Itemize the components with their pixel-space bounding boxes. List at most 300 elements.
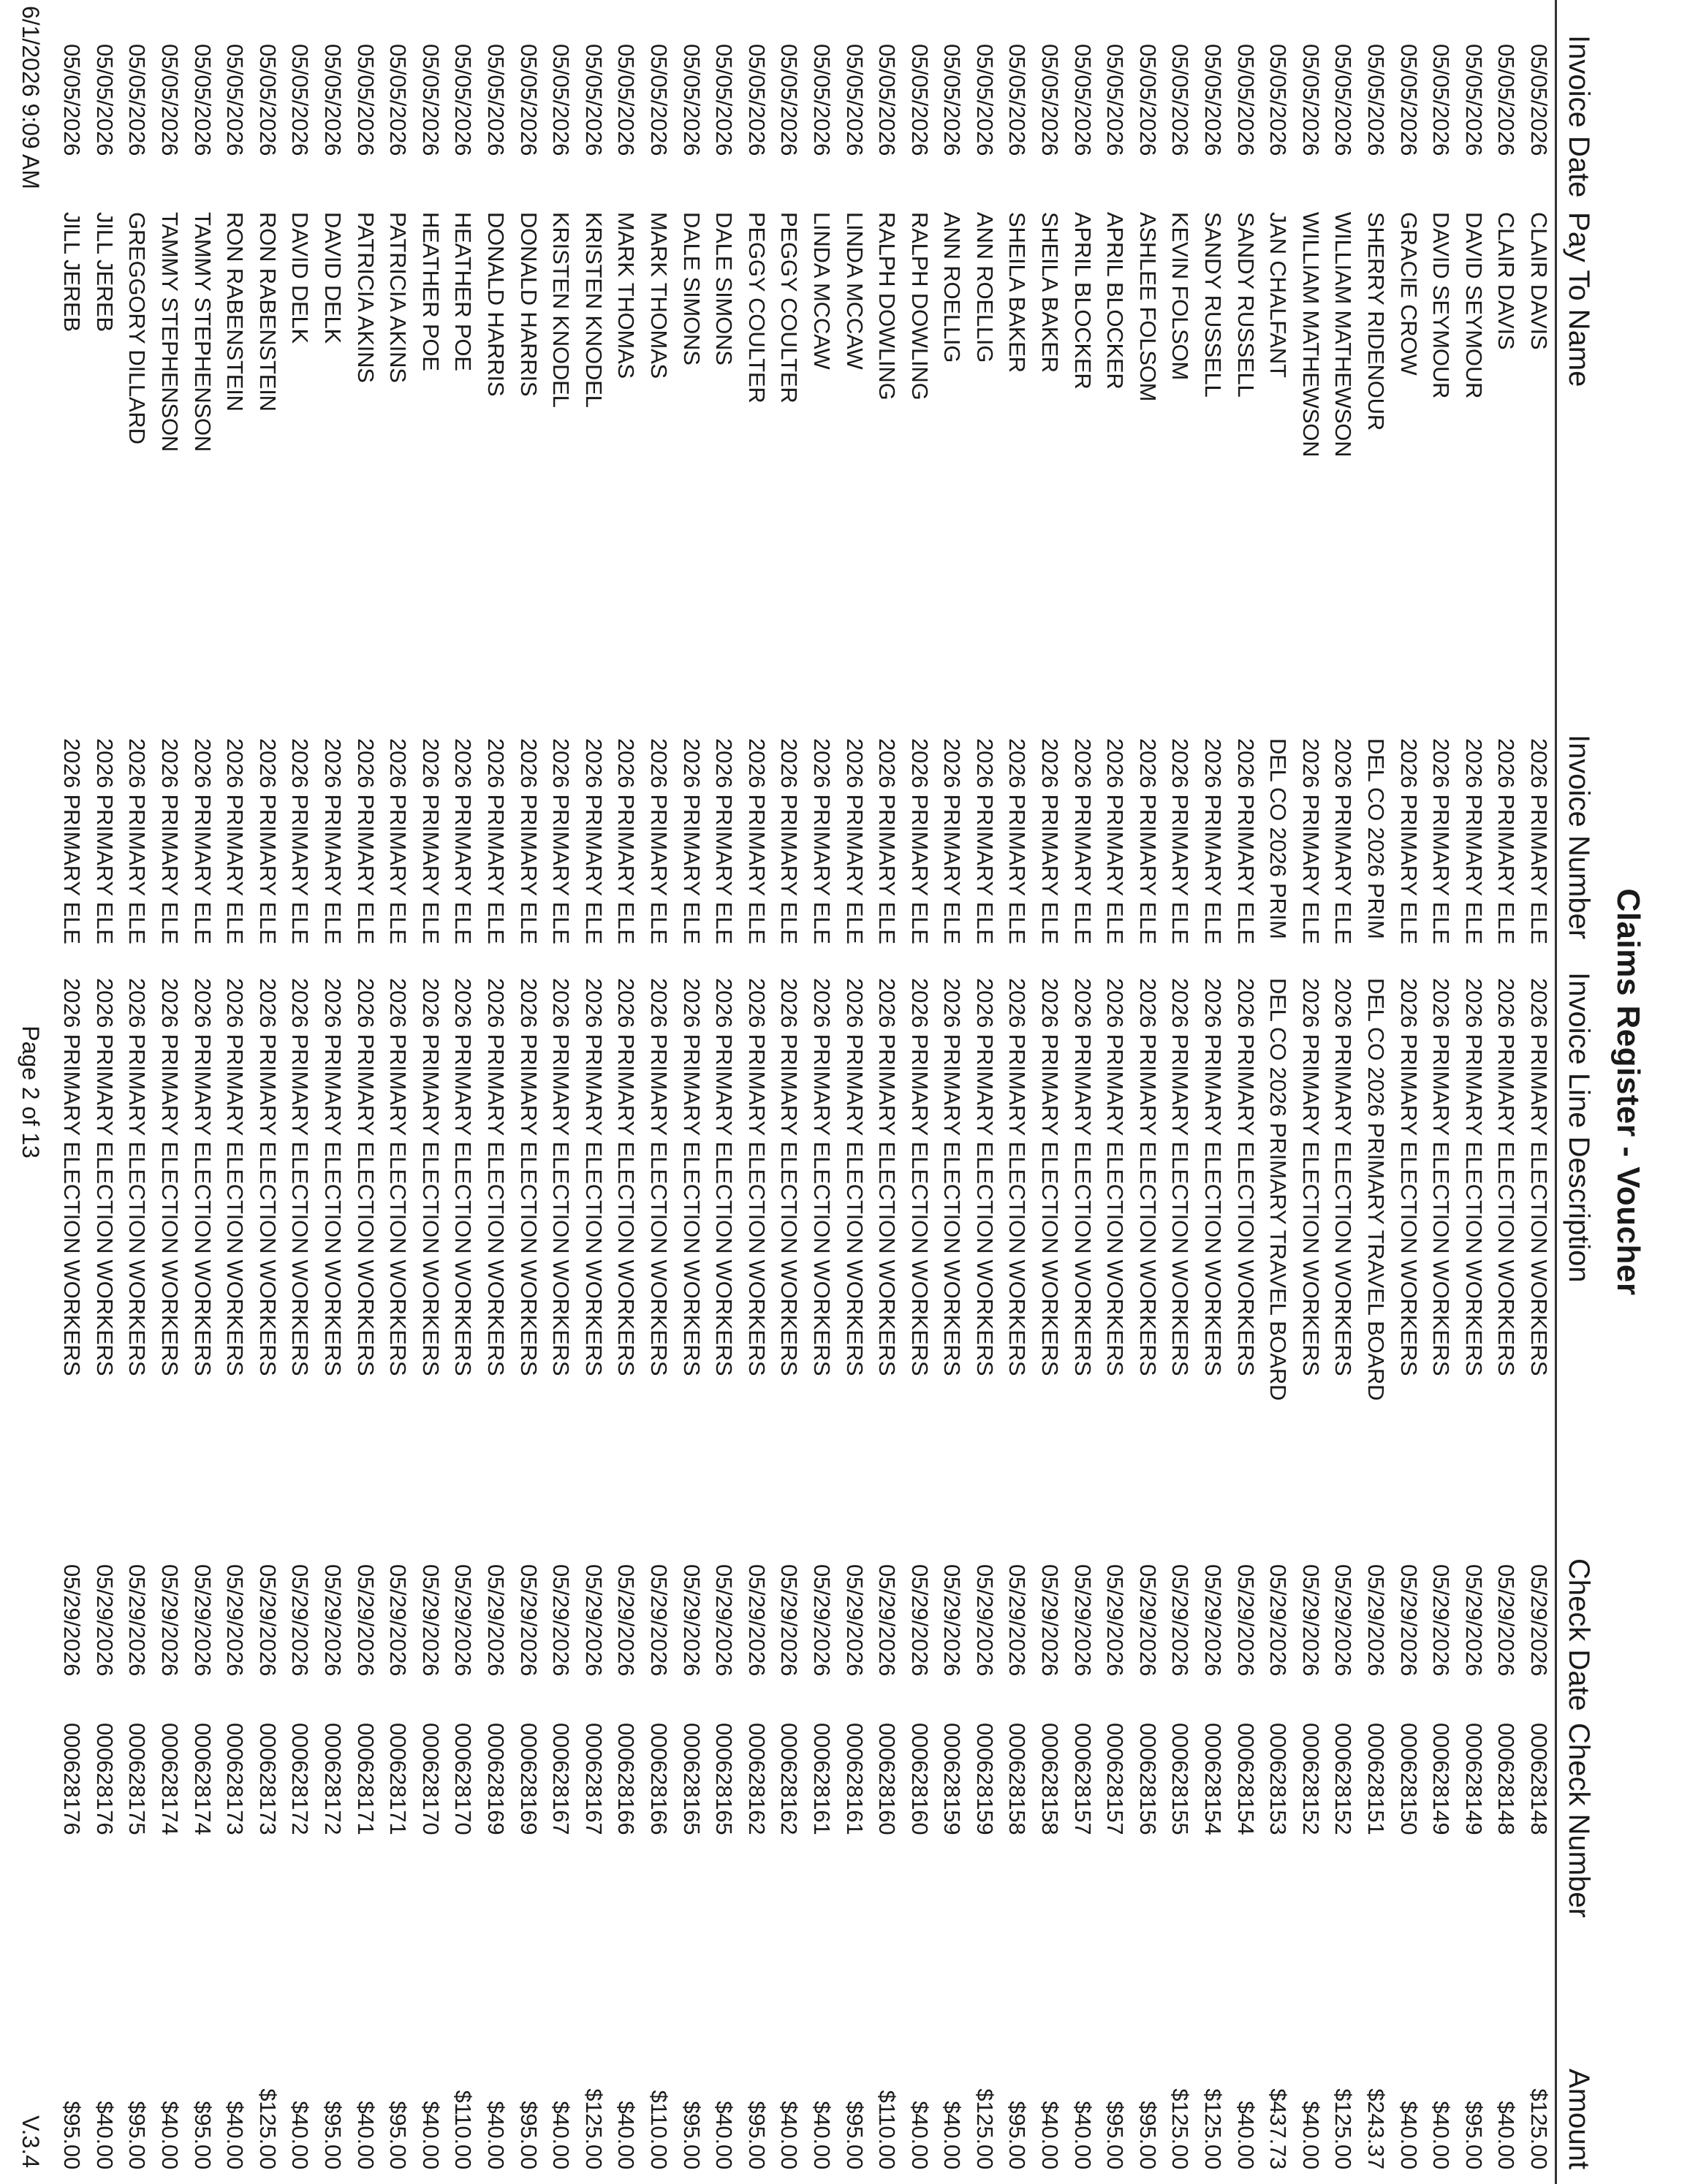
invoice-line-description-cell: 2026 PRIMARY ELECTION WORKERS — [1134, 978, 1161, 1376]
amount-cell: $95.00 — [189, 2101, 216, 2169]
check-date-cell: 05/29/2026 — [320, 1564, 346, 1677]
page-footer — [7, 0, 44, 2184]
pay-to-name-cell: SANDY RUSSELL — [1232, 212, 1259, 398]
amount-cell: $437.73 — [1265, 2088, 1292, 2169]
invoice-date-cell: 05/05/2026 — [124, 44, 151, 156]
invoice-line-description-cell: 2026 PRIMARY ELECTION WORKERS — [287, 978, 314, 1376]
table-row — [936, 0, 969, 2184]
amount-cell: $110.00 — [874, 2090, 901, 2169]
invoice-date-cell: 05/05/2026 — [1134, 44, 1161, 156]
invoice-number-cell: 2026 PRIMARY ELE — [874, 738, 901, 944]
check-number-cell: 000628162 — [776, 1723, 803, 1835]
amount-cell: $40.00 — [157, 2101, 183, 2169]
invoice-line-description-cell: 2026 PRIMARY ELECTION WORKERS — [124, 978, 151, 1376]
invoice-number-cell: 2026 PRIMARY ELE — [1330, 738, 1357, 944]
table-row — [610, 0, 643, 2184]
pay-to-name-cell: TAMMY STEPHENSON — [189, 212, 216, 452]
check-date-cell: 05/29/2026 — [645, 1564, 672, 1677]
check-date-cell: 05/29/2026 — [417, 1564, 444, 1677]
header-invoice-number: Invoice Number — [1563, 735, 1595, 940]
table-row — [121, 0, 154, 2184]
invoice-number-cell: DEL CO 2026 PRIM — [1265, 738, 1292, 939]
check-number-cell: 000628160 — [906, 1723, 933, 1835]
amount-cell: $125.00 — [580, 2088, 607, 2169]
version-label: V.3.4 — [18, 2115, 44, 2168]
invoice-line-description-cell: 2026 PRIMARY ELECTION WORKERS — [59, 978, 86, 1376]
invoice-date-cell: 05/05/2026 — [808, 44, 835, 156]
invoice-date-cell: 05/05/2026 — [1395, 44, 1422, 156]
pay-to-name-cell: SHEILA BAKER — [1037, 212, 1064, 373]
table-row — [88, 0, 121, 2184]
invoice-line-description-cell: 2026 PRIMARY ELECTION WORKERS — [1428, 978, 1455, 1376]
pay-to-name-cell: CLAIR DAVIS — [1493, 212, 1520, 350]
amount-cell: $95.00 — [515, 2101, 542, 2169]
invoice-date-cell: 05/05/2026 — [548, 44, 575, 156]
check-date-cell: 05/29/2026 — [450, 1564, 477, 1677]
amount-cell: $95.00 — [320, 2101, 346, 2169]
pay-to-name-cell: RALPH DOWLING — [874, 212, 901, 401]
invoice-number-cell: 2026 PRIMARY ELE — [450, 738, 477, 944]
document-title: Claims Register - Voucher — [1610, 888, 1646, 1296]
invoice-date-cell: 05/05/2026 — [59, 44, 86, 156]
invoice-line-description-cell: 2026 PRIMARY ELECTION WORKERS — [1004, 978, 1031, 1376]
invoice-date-cell: 05/05/2026 — [613, 44, 640, 156]
invoice-line-description-cell: DEL CO 2026 PRIMARY TRAVEL BOARD — [1265, 978, 1292, 1401]
invoice-number-cell: 2026 PRIMARY ELE — [1134, 738, 1161, 944]
table-row — [577, 0, 610, 2184]
invoice-line-description-cell: 2026 PRIMARY ELECTION WORKERS — [808, 978, 835, 1376]
amount-cell: $40.00 — [1297, 2101, 1324, 2169]
print-timestamp: 6/1/2026 9:09 AM — [18, 6, 44, 189]
pay-to-name-cell: PEGGY COULTER — [776, 212, 803, 403]
check-date-cell: 05/29/2026 — [874, 1564, 901, 1677]
invoice-line-description-cell: 2026 PRIMARY ELECTION WORKERS — [385, 978, 412, 1376]
invoice-date-cell: 05/05/2026 — [971, 44, 998, 156]
table-row — [1522, 0, 1555, 2184]
check-date-cell: 05/29/2026 — [124, 1564, 151, 1677]
invoice-number-cell: 2026 PRIMARY ELE — [59, 738, 86, 944]
pay-to-name-cell: ANN ROELLIG — [939, 212, 966, 363]
table-row — [1196, 0, 1229, 2184]
invoice-number-cell: 2026 PRIMARY ELE — [1102, 738, 1129, 944]
check-date-cell: 05/29/2026 — [1363, 1564, 1390, 1677]
pay-to-name-cell: ANN ROELLIG — [971, 212, 998, 363]
check-date-cell: 05/29/2026 — [1395, 1564, 1422, 1677]
pay-to-name-cell: CLAIR DAVIS — [1526, 212, 1552, 350]
check-number-cell: 000628159 — [971, 1723, 998, 1835]
invoice-line-description-cell: 2026 PRIMARY ELECTION WORKERS — [515, 978, 542, 1376]
pay-to-name-cell: MARK THOMAS — [613, 212, 640, 379]
invoice-line-description-cell: 2026 PRIMARY ELECTION WORKERS — [483, 978, 509, 1376]
invoice-line-description-cell: 2026 PRIMARY ELECTION WORKERS — [1493, 978, 1520, 1376]
check-date-cell: 05/29/2026 — [939, 1564, 966, 1677]
amount-cell: $125.00 — [971, 2088, 998, 2169]
invoice-date-cell: 05/05/2026 — [385, 44, 412, 156]
invoice-number-cell: 2026 PRIMARY ELE — [548, 738, 575, 944]
invoice-number-cell: 2026 PRIMARY ELE — [1428, 738, 1455, 944]
check-date-cell: 05/29/2026 — [91, 1564, 118, 1677]
pay-to-name-cell: RON RABENSTEIN — [222, 212, 249, 412]
invoice-line-description-cell: 2026 PRIMARY ELECTION WORKERS — [1037, 978, 1064, 1376]
amount-cell: $95.00 — [841, 2101, 868, 2169]
header-pay-to-name: Pay To Name — [1563, 212, 1595, 387]
check-date-cell: 05/29/2026 — [1134, 1564, 1161, 1677]
table-row — [1327, 0, 1360, 2184]
pay-to-name-cell: DAVID SEYMOUR — [1428, 212, 1455, 399]
table-row — [871, 0, 903, 2184]
pay-to-name-cell: SHERRY RIDENOUR — [1363, 212, 1390, 431]
table-row — [56, 0, 88, 2184]
invoice-number-cell: 2026 PRIMARY ELE — [580, 738, 607, 944]
check-number-cell: 000628151 — [1363, 1723, 1390, 1835]
header-invoice-line-description: Invoice Line Description — [1563, 972, 1595, 1283]
table-row — [1099, 0, 1132, 2184]
invoice-date-cell: 05/05/2026 — [1167, 44, 1194, 156]
invoice-date-cell: 05/05/2026 — [645, 44, 672, 156]
invoice-line-description-cell: 2026 PRIMARY ELECTION WORKERS — [157, 978, 183, 1376]
amount-cell: $125.00 — [254, 2088, 281, 2169]
invoice-line-description-cell: 2026 PRIMARY ELECTION WORKERS — [91, 978, 118, 1376]
amount-cell: $95.00 — [743, 2101, 770, 2169]
invoice-date-cell: 05/05/2026 — [678, 44, 705, 156]
invoice-date-cell: 05/05/2026 — [483, 44, 509, 156]
table-row — [1392, 0, 1425, 2184]
invoice-date-cell: 05/05/2026 — [1493, 44, 1520, 156]
invoice-date-cell: 05/05/2026 — [515, 44, 542, 156]
invoice-number-cell: 2026 PRIMARY ELE — [1493, 738, 1520, 944]
invoice-date-cell: 05/05/2026 — [906, 44, 933, 156]
table-row — [1262, 0, 1295, 2184]
invoice-line-description-cell: 2026 PRIMARY ELECTION WORKERS — [1395, 978, 1422, 1376]
invoice-date-cell: 05/05/2026 — [1428, 44, 1455, 156]
invoice-date-cell: 05/05/2026 — [1004, 44, 1031, 156]
invoice-date-cell: 05/05/2026 — [874, 44, 901, 156]
table-row — [1294, 0, 1327, 2184]
check-number-cell: 000628172 — [287, 1723, 314, 1835]
invoice-number-cell: 2026 PRIMARY ELE — [808, 738, 835, 944]
pay-to-name-cell: GRACIE CROW — [1395, 212, 1422, 376]
table-row — [1034, 0, 1066, 2184]
check-date-cell: 05/29/2026 — [515, 1564, 542, 1677]
table-row — [1359, 0, 1392, 2184]
check-date-cell: 05/29/2026 — [1102, 1564, 1129, 1677]
check-date-cell: 05/29/2026 — [1297, 1564, 1324, 1677]
check-number-cell: 000628157 — [1069, 1723, 1096, 1835]
check-number-cell: 000628176 — [59, 1723, 86, 1835]
check-number-cell: 000628173 — [222, 1723, 249, 1835]
pay-to-name-cell: WILLIAM MATHEWSON — [1297, 212, 1324, 458]
pay-to-name-cell: JILL JEREB — [91, 212, 118, 332]
invoice-line-description-cell: 2026 PRIMARY ELECTION WORKERS — [613, 978, 640, 1376]
pay-to-name-cell: DALE SIMONS — [678, 212, 705, 365]
invoice-line-description-cell: 2026 PRIMARY ELECTION WORKERS — [417, 978, 444, 1376]
pay-to-name-cell: PATRICIA AKINS — [352, 212, 379, 383]
invoice-number-cell: 2026 PRIMARY ELE — [711, 738, 738, 944]
check-number-cell: 000628165 — [711, 1723, 738, 1835]
pay-to-name-cell: DALE SIMONS — [711, 212, 738, 365]
table-row — [968, 0, 1001, 2184]
check-date-cell: 05/29/2026 — [613, 1564, 640, 1677]
amount-cell: $40.00 — [1428, 2101, 1455, 2169]
invoice-number-cell: 2026 PRIMARY ELE — [1069, 738, 1096, 944]
invoice-date-cell: 05/05/2026 — [841, 44, 868, 156]
amount-cell: $40.00 — [287, 2101, 314, 2169]
amount-cell: $110.00 — [450, 2090, 477, 2169]
check-number-cell: 000628158 — [1037, 1723, 1064, 1835]
invoice-line-description-cell: 2026 PRIMARY ELECTION WORKERS — [776, 978, 803, 1376]
invoice-date-cell: 05/05/2026 — [1102, 44, 1129, 156]
check-date-cell: 05/29/2026 — [385, 1564, 412, 1677]
pay-to-name-cell: APRIL BLOCKER — [1069, 212, 1096, 390]
invoice-line-description-cell: 2026 PRIMARY ELECTION WORKERS — [1526, 978, 1552, 1376]
invoice-line-description-cell: 2026 PRIMARY ELECTION WORKERS — [1200, 978, 1227, 1376]
pay-to-name-cell: SANDY RUSSELL — [1200, 212, 1227, 398]
table-row — [1164, 0, 1197, 2184]
invoice-date-cell: 05/05/2026 — [1297, 44, 1324, 156]
amount-cell: $40.00 — [808, 2101, 835, 2169]
invoice-date-cell: 05/05/2026 — [939, 44, 966, 156]
header-check-date: Check Date — [1563, 1558, 1595, 1711]
check-number-cell: 000628158 — [1004, 1723, 1031, 1835]
check-number-cell: 000628174 — [189, 1723, 216, 1835]
check-number-cell: 000628148 — [1493, 1723, 1520, 1835]
pay-to-name-cell: RALPH DOWLING — [906, 212, 933, 401]
table-header — [1555, 0, 1599, 2184]
invoice-date-cell: 05/05/2026 — [320, 44, 346, 156]
invoice-date-cell: 05/05/2026 — [1037, 44, 1064, 156]
invoice-line-description-cell: 2026 PRIMARY ELECTION WORKERS — [352, 978, 379, 1376]
invoice-number-cell: 2026 PRIMARY ELE — [1297, 738, 1324, 944]
table-row — [1229, 0, 1262, 2184]
pay-to-name-cell: DAVID DELK — [320, 212, 346, 344]
check-number-cell: 000628171 — [385, 1723, 412, 1835]
check-number-cell: 000628152 — [1297, 1723, 1324, 1835]
amount-cell: $125.00 — [1167, 2088, 1194, 2169]
invoice-number-cell: 2026 PRIMARY ELE — [1395, 738, 1422, 944]
amount-cell: $40.00 — [939, 2101, 966, 2169]
table-row — [805, 0, 838, 2184]
check-number-cell: 000628165 — [678, 1723, 705, 1835]
invoice-line-description-cell: 2026 PRIMARY ELECTION WORKERS — [548, 978, 575, 1376]
amount-cell: $95.00 — [1134, 2101, 1161, 2169]
check-number-cell: 000628175 — [124, 1723, 151, 1835]
check-number-cell: 000628155 — [1167, 1723, 1194, 1835]
check-number-cell: 000628167 — [548, 1723, 575, 1835]
table-row — [675, 0, 708, 2184]
invoice-number-cell: 2026 PRIMARY ELE — [222, 738, 249, 944]
invoice-number-cell: DEL CO 2026 PRIM — [1363, 738, 1390, 939]
pay-to-name-cell: RON RABENSTEIN — [254, 212, 281, 412]
amount-cell: $243.37 — [1363, 2088, 1390, 2169]
page-number: Page 2 of 13 — [18, 1025, 44, 1159]
check-number-cell: 000628149 — [1460, 1723, 1487, 1835]
table-row — [1001, 0, 1034, 2184]
pay-to-name-cell: DONALD HARRIS — [515, 212, 542, 397]
check-number-cell: 000628172 — [320, 1723, 346, 1835]
check-date-cell: 05/29/2026 — [580, 1564, 607, 1677]
check-date-cell: 05/29/2026 — [1265, 1564, 1292, 1677]
table-row — [447, 0, 480, 2184]
amount-cell: $95.00 — [678, 2101, 705, 2169]
invoice-line-description-cell: 2026 PRIMARY ELECTION WORKERS — [1460, 978, 1487, 1376]
invoice-line-description-cell: 2026 PRIMARY ELECTION WORKERS — [222, 978, 249, 1376]
table-row — [1490, 0, 1523, 2184]
amount-cell: $40.00 — [1069, 2101, 1096, 2169]
check-date-cell: 05/29/2026 — [1330, 1564, 1357, 1677]
amount-cell: $40.00 — [1493, 2101, 1520, 2169]
invoice-number-cell: 2026 PRIMARY ELE — [352, 738, 379, 944]
table-row — [512, 0, 545, 2184]
pay-to-name-cell: HEATHER POE — [450, 212, 477, 371]
pay-to-name-cell: MARK THOMAS — [645, 212, 672, 379]
amount-cell: $95.00 — [1004, 2101, 1031, 2169]
table-row — [642, 0, 675, 2184]
amount-cell: $40.00 — [222, 2101, 249, 2169]
check-date-cell: 05/29/2026 — [1460, 1564, 1487, 1677]
invoice-date-cell: 05/05/2026 — [1069, 44, 1096, 156]
table-row — [838, 0, 871, 2184]
check-number-cell: 000628166 — [613, 1723, 640, 1835]
check-date-cell: 05/29/2026 — [841, 1564, 868, 1677]
check-number-cell: 000628157 — [1102, 1723, 1129, 1835]
check-date-cell: 05/29/2026 — [906, 1564, 933, 1677]
invoice-line-description-cell: 2026 PRIMARY ELECTION WORKERS — [1330, 978, 1357, 1376]
amount-cell: $125.00 — [1526, 2088, 1552, 2169]
check-date-cell: 05/29/2026 — [189, 1564, 216, 1677]
check-date-cell: 05/29/2026 — [222, 1564, 249, 1677]
invoice-number-cell: 2026 PRIMARY ELE — [320, 738, 346, 944]
invoice-number-cell: 2026 PRIMARY ELE — [483, 738, 509, 944]
pay-to-name-cell: DONALD HARRIS — [483, 212, 509, 397]
invoice-date-cell: 05/05/2026 — [776, 44, 803, 156]
check-number-cell: 000628160 — [874, 1723, 901, 1835]
invoice-number-cell: 2026 PRIMARY ELE — [515, 738, 542, 944]
check-date-cell: 05/29/2026 — [1004, 1564, 1031, 1677]
invoice-number-cell: 2026 PRIMARY ELE — [1037, 738, 1064, 944]
check-date-cell: 05/29/2026 — [808, 1564, 835, 1677]
header-invoice-date: Invoice Date — [1563, 35, 1595, 198]
amount-cell: $40.00 — [548, 2101, 575, 2169]
invoice-date-cell: 05/05/2026 — [1363, 44, 1390, 156]
invoice-date-cell: 05/05/2026 — [222, 44, 249, 156]
invoice-date-cell: 05/05/2026 — [711, 44, 738, 156]
invoice-date-cell: 05/05/2026 — [417, 44, 444, 156]
invoice-number-cell: 2026 PRIMARY ELE — [157, 738, 183, 944]
table-row — [414, 0, 447, 2184]
table-row — [219, 0, 251, 2184]
table-row — [1131, 0, 1164, 2184]
check-date-cell: 05/29/2026 — [483, 1564, 509, 1677]
table-row — [545, 0, 577, 2184]
check-number-cell: 000628154 — [1232, 1723, 1259, 1835]
invoice-date-cell: 05/05/2026 — [1526, 44, 1552, 156]
invoice-date-cell: 05/05/2026 — [157, 44, 183, 156]
amount-cell: $40.00 — [613, 2101, 640, 2169]
invoice-line-description-cell: 2026 PRIMARY ELECTION WORKERS — [1297, 978, 1324, 1376]
check-number-cell: 000628171 — [352, 1723, 379, 1835]
check-number-cell: 000628161 — [808, 1723, 835, 1835]
invoice-line-description-cell: 2026 PRIMARY ELECTION WORKERS — [1102, 978, 1129, 1376]
invoice-number-cell: 2026 PRIMARY ELE — [743, 738, 770, 944]
pay-to-name-cell: KRISTEN KNODEL — [580, 212, 607, 408]
table-row — [382, 0, 414, 2184]
invoice-line-description-cell: 2026 PRIMARY ELECTION WORKERS — [939, 978, 966, 1376]
invoice-date-cell: 05/05/2026 — [189, 44, 216, 156]
amount-cell: $40.00 — [776, 2101, 803, 2169]
check-number-cell: 000628153 — [1265, 1723, 1292, 1835]
invoice-line-description-cell: 2026 PRIMARY ELECTION WORKERS — [320, 978, 346, 1376]
header-check-number: Check Number — [1563, 1723, 1595, 1918]
pay-to-name-cell: HEATHER POE — [417, 212, 444, 371]
pay-to-name-cell: APRIL BLOCKER — [1102, 212, 1129, 390]
check-date-cell: 05/29/2026 — [254, 1564, 281, 1677]
pay-to-name-cell: DAVID SEYMOUR — [1460, 212, 1487, 399]
amount-cell: $125.00 — [1200, 2088, 1227, 2169]
table-row — [1066, 0, 1099, 2184]
amount-cell: $95.00 — [1102, 2101, 1129, 2169]
amount-cell: $40.00 — [1395, 2101, 1422, 2169]
invoice-line-description-cell: 2026 PRIMARY ELECTION WORKERS — [874, 978, 901, 1376]
check-date-cell: 05/29/2026 — [1200, 1564, 1227, 1677]
check-date-cell: 05/29/2026 — [711, 1564, 738, 1677]
header-amount: Amount — [1563, 2069, 1595, 2169]
check-date-cell: 05/29/2026 — [548, 1564, 575, 1677]
table-row — [349, 0, 382, 2184]
invoice-line-description-cell: 2026 PRIMARY ELECTION WORKERS — [678, 978, 705, 1376]
invoice-line-description-cell: 2026 PRIMARY ELECTION WORKERS — [645, 978, 672, 1376]
pay-to-name-cell: DAVID DELK — [287, 212, 314, 344]
check-date-cell: 05/29/2026 — [743, 1564, 770, 1677]
invoice-number-cell: 2026 PRIMARY ELE — [385, 738, 412, 944]
check-number-cell: 000628156 — [1134, 1723, 1161, 1835]
pay-to-name-cell: JAN CHALFANT — [1265, 212, 1292, 378]
invoice-number-cell: 2026 PRIMARY ELE — [287, 738, 314, 944]
invoice-number-cell: 2026 PRIMARY ELE — [417, 738, 444, 944]
amount-cell: $40.00 — [1037, 2101, 1064, 2169]
table-row — [251, 0, 284, 2184]
check-date-cell: 05/29/2026 — [1428, 1564, 1455, 1677]
invoice-number-cell: 2026 PRIMARY ELE — [124, 738, 151, 944]
invoice-number-cell: 2026 PRIMARY ELE — [1200, 738, 1227, 944]
amount-cell: $95.00 — [1460, 2101, 1487, 2169]
table-row — [479, 0, 512, 2184]
amount-cell: $95.00 — [59, 2101, 86, 2169]
invoice-date-cell: 05/05/2026 — [580, 44, 607, 156]
pay-to-name-cell: JILL JEREB — [59, 212, 86, 332]
check-number-cell: 000628170 — [417, 1723, 444, 1835]
check-number-cell: 000628154 — [1200, 1723, 1227, 1835]
table-row — [316, 0, 349, 2184]
check-date-cell: 05/29/2026 — [1069, 1564, 1096, 1677]
invoice-number-cell: 2026 PRIMARY ELE — [91, 738, 118, 944]
check-date-cell: 05/29/2026 — [678, 1564, 705, 1677]
invoice-number-cell: 2026 PRIMARY ELE — [1004, 738, 1031, 944]
invoice-number-cell: 2026 PRIMARY ELE — [189, 738, 216, 944]
amount-cell: $125.00 — [1330, 2088, 1357, 2169]
pay-to-name-cell: PEGGY COULTER — [743, 212, 770, 403]
check-date-cell: 05/29/2026 — [1167, 1564, 1194, 1677]
invoice-date-cell: 05/05/2026 — [254, 44, 281, 156]
invoice-date-cell: 05/05/2026 — [743, 44, 770, 156]
invoice-line-description-cell: 2026 PRIMARY ELECTION WORKERS — [841, 978, 868, 1376]
invoice-number-cell: 2026 PRIMARY ELE — [906, 738, 933, 944]
check-number-cell: 000628150 — [1395, 1723, 1422, 1835]
invoice-number-cell: 2026 PRIMARY ELE — [1460, 738, 1487, 944]
invoice-line-description-cell: 2026 PRIMARY ELECTION WORKERS — [906, 978, 933, 1376]
invoice-line-description-cell: DEL CO 2026 PRIMARY TRAVEL BOARD — [1363, 978, 1390, 1401]
check-number-cell: 000628149 — [1428, 1723, 1455, 1835]
check-number-cell: 000628162 — [743, 1723, 770, 1835]
